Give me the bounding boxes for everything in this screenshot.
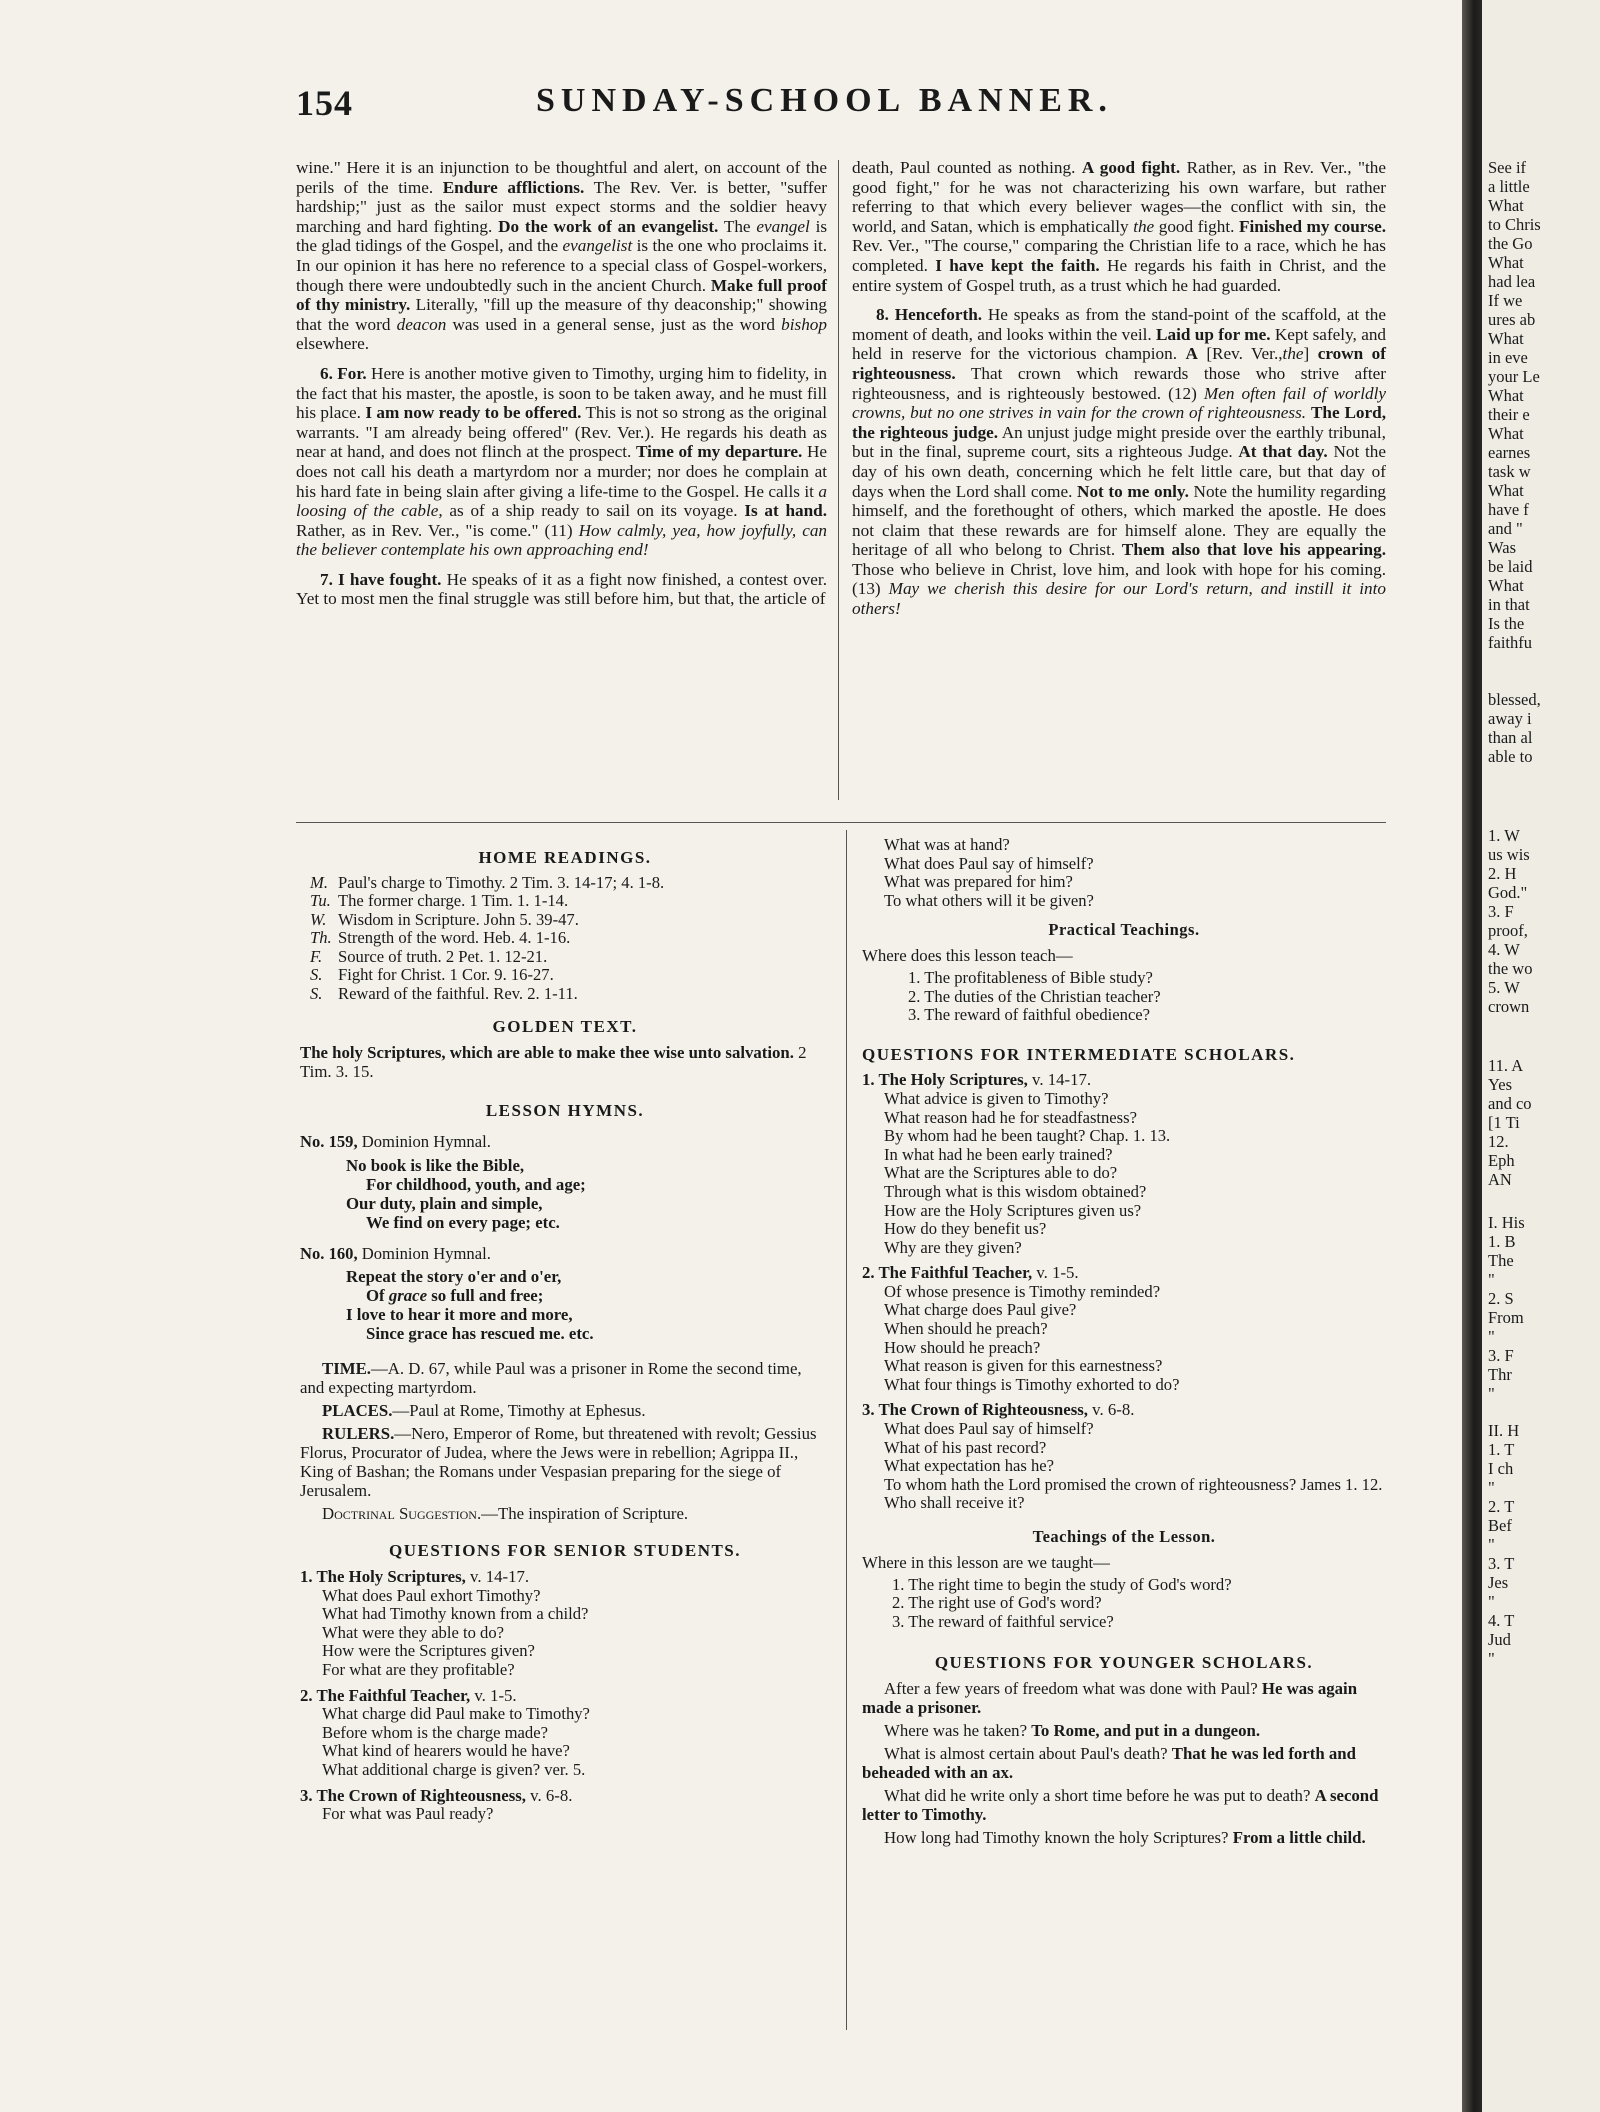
adjacent-page-fragment: Eph <box>1488 1151 1515 1170</box>
adjacent-page-fragment: have f <box>1488 500 1529 519</box>
adjacent-page-fragment: 3. F <box>1488 1346 1514 1365</box>
adjacent-page-fragment: II. H <box>1488 1421 1520 1440</box>
adjacent-page-fragment: a little <box>1488 177 1530 196</box>
question: What are the Scriptures able to do? <box>884 1163 1118 1183</box>
question: In what had he been early trained? <box>884 1144 1113 1164</box>
qa-item: Where was he taken? To Rome, and put in a dungeon. <box>884 1720 1261 1740</box>
adjacent-page-fragment: 1. B <box>1488 1232 1516 1251</box>
question: What kind of hearers would he have? <box>322 1741 570 1761</box>
qa-item: What did he write only a short time before he was put to death? A second letter to Timothy. <box>862 1785 1379 1824</box>
adjacent-page-fragment: What <box>1488 196 1524 215</box>
page-number: 154 <box>296 83 353 123</box>
adjacent-page-fragment: Yes <box>1488 1075 1513 1094</box>
practical-intro: Where does this lesson teach— <box>862 945 1073 965</box>
commentary-left-column <box>296 158 827 619</box>
question: How were the Scriptures given? <box>322 1641 535 1661</box>
question: Why are they given? <box>884 1237 1022 1257</box>
adjacent-page-fragment: 2. T <box>1488 1497 1515 1516</box>
question: To what others will it be given? <box>884 890 1094 910</box>
adjacent-page-fragment: 5. W <box>1488 978 1520 997</box>
question: What expectation has he? <box>884 1456 1055 1476</box>
adjacent-page-fragment: Jud <box>1488 1630 1511 1649</box>
question: What reason had he for steadfastness? <box>884 1107 1137 1127</box>
qa-item: After a few years of freedom what was done with Paul? He was again made a prisoner. <box>862 1678 1358 1717</box>
question: What does Paul exhort Timothy? <box>322 1585 541 1605</box>
adjacent-page-fragment: than al <box>1488 728 1533 747</box>
doctrinal-note: Doctrinal Suggestion.—The inspiration of Scripture. <box>322 1504 689 1524</box>
list-item: 1. The profitableness of Bible study? <box>908 967 1153 987</box>
adjacent-page-fragment: " <box>1488 1270 1495 1289</box>
adjacent-page-fragment: crown <box>1488 997 1530 1016</box>
teachings-heading: Teachings of the Lesson. <box>1032 1527 1216 1546</box>
adjacent-page-fragment: and " <box>1488 519 1523 538</box>
golden-text: The holy Scriptures, which are able to make thee wise unto salvation. 2 Tim. 3. 15. <box>300 1042 807 1081</box>
practical-teachings-heading: Practical Teachings. <box>1048 920 1200 940</box>
commentary-paragraph: 8. Henceforth. He speaks as from the stand-point of the scaffold, at the moment of death, and looks within the veil. Laid up for me. Kept safely, and held in reserve for the victorious champion. A [Rev. Ver.,the] crown of righteousness. That crown which rewards those who strive after righteousness, and is righteously bestowed. (12) Men often fail of worldly crowns, but no one strives in vain for the crown of righteousness. The Lord, the righteous judge. An unjust judge might preside over the earthly tribunal, but in the final, supreme court, sits a righteous Judge. At that day. Not the day of his own death, concerning which he felt little care, but that day of days when the Lord shall come. Not to me only. Note the humility regarding himself, and the forethought of others, which marked the apostle. He does not claim that these rewards are for himself alone. They are equally the heritage of all who belong to Christ. Them also that love his appearing. Those who believe in Christ, love him, and look with hope for his coming. (13) May we cherish this desire for our Lord's return, and instill it into others! <box>852 305 1387 619</box>
adjacent-page-fragment: What <box>1488 424 1524 443</box>
question-group: 1. The Holy Scriptures, v. 14-17. What advice is given to Timothy? What reason had he for steadfastness? By whom had he been taught? Chap. 1. 13. In what had he been early trained? What are the Scriptures able to do? Through what is this wisdom obtained? How are the Holy Scriptures given us? How do they benefit us? Why are they given? <box>862 1070 1386 1257</box>
adjacent-page-fragment: Was <box>1488 538 1516 557</box>
adjacent-page-fragment: What <box>1488 253 1524 272</box>
question: What charge did Paul make to Timothy? <box>322 1704 590 1724</box>
golden-text-heading: GOLDEN TEXT. <box>492 1017 638 1037</box>
adjacent-page-fragment: " <box>1488 1535 1495 1554</box>
list-item: S. Fight for Christ. 1 Cor. 9. 16-27. <box>310 965 554 985</box>
adjacent-page-edge <box>1482 0 1600 2112</box>
adjacent-page-fragment: 4. W <box>1488 940 1520 959</box>
question-group: 3. The Crown of Righteousness, v. 6-8. What does Paul say of himself? What of his past record? What expectation has he? To whom hath the Lord promised the crown of righteousness? James 1. 12. Who shall receive it? <box>862 1400 1386 1513</box>
adjacent-page-fragment: Is the <box>1488 614 1525 633</box>
adjacent-page-fragment: in that <box>1488 595 1530 614</box>
adjacent-page-fragment: proof, <box>1488 921 1528 940</box>
list-item: 3. The reward of faithful service? <box>892 1611 1114 1631</box>
question: When should he preach? <box>884 1319 1048 1339</box>
question: For what was Paul ready? <box>322 1804 494 1824</box>
adjacent-page-fragment: had lea <box>1488 272 1536 291</box>
question: By whom had he been taught? Chap. 1. 13. <box>884 1126 1171 1146</box>
younger-questions-heading: QUESTIONS FOR YOUNGER SCHOLARS. <box>934 1653 1314 1673</box>
question: What charge does Paul give? <box>884 1300 1077 1320</box>
column-divider <box>838 160 839 800</box>
commentary-paragraph: 6. For. Here is another motive given to Timothy, urging him to fidelity, in the fact that his master, the apostle, is soon to be taken away, and he must fill his place. I am now ready to be offered. This is not so strong as the original warrants. "I am already being offered" (Rev. Ver.). He regards his death as near at hand, and does not flinch at the prospect. Time of my departure. He does not call his death a martyrdom nor a murder; nor does he complain at his hard fate in being slain after giving a life-time to the Gospel. He calls it a loosing of the cable, as of a ship ready to sail on its voyage. Is at hand. Rather, as in Rev. Ver., "is come." (11) How calmly, yea, how joyfully, can the believer contemplate his own approaching end! <box>296 363 828 560</box>
adjacent-page-fragment: blessed, <box>1488 690 1541 709</box>
adjacent-page-fragment: 3. F <box>1488 902 1514 921</box>
lesson-hymns-heading: LESSON HYMNS. <box>485 1100 645 1120</box>
adjacent-page-fragment: What <box>1488 481 1524 500</box>
adjacent-page-fragment: What <box>1488 386 1524 405</box>
time-note: TIME.—A. D. 67, while Paul was a prisoner in Rome the second time, and expecting martyrdom. <box>300 1359 802 1398</box>
adjacent-page-fragment: See if <box>1488 158 1527 177</box>
adjacent-page-fragment: Bef <box>1488 1516 1512 1535</box>
adjacent-page-fragment: the Go <box>1488 234 1533 253</box>
adjacent-page-fragment: God." <box>1488 883 1528 902</box>
question: What was prepared for him? <box>884 872 1073 892</box>
list-item: 1. The right time to begin the study of God's word? <box>892 1574 1232 1594</box>
list-item: W. Wisdom in Scripture. John 5. 39-47. <box>310 909 579 929</box>
page-header <box>296 82 1396 132</box>
adjacent-page-fragment: " <box>1488 1592 1495 1611</box>
adjacent-page-fragment: I. His <box>1488 1213 1525 1232</box>
list-item: Tu. The former charge. 1 Tim. 1. 1-14. <box>310 891 569 911</box>
adjacent-page-fragment: " <box>1488 1649 1495 1668</box>
adjacent-page-fragment: away i <box>1488 709 1532 728</box>
binding-gutter <box>1462 0 1482 2112</box>
commentary-paragraph: 7. I have fought. He speaks of it as a fight now finished, a contest over. Yet to most men the final struggle was still before him, but that, the article of <box>296 569 828 609</box>
adjacent-page-fragment: Jes <box>1488 1573 1509 1592</box>
home-readings-heading: HOME READINGS. <box>478 848 652 867</box>
lesson-helps-left-column <box>300 836 830 1828</box>
adjacent-page-fragment: task w <box>1488 462 1531 481</box>
adjacent-page-text <box>1488 158 1600 1668</box>
question-group: 1. The Holy Scriptures, v. 14-17. What does Paul exhort Timothy? What had Timothy known from a child? What were they able to do? How were the Scriptures given? For what are they profitable? <box>300 1567 830 1680</box>
question: What was at hand? <box>884 835 1010 854</box>
commentary-paragraph: wine." Here it is an injunction to be thoughtful and alert, on account of the perils of the time. Endure afflictions. The Rev. Ver. is better, "suffer hardship;" just as the sailor must expect storms and the soldier heavy marching and hard fighting. Do the work of an evangelist. The evangel is the glad tidings of the Gospel, and the evangelist is the one who proclaims it. In our opinion it has here no reference to a special class of Gospel-workers, though there were undoubtedly such in the ancient Church. Make full proof of thy ministry. Literally, "fill up the measure of thy deaconship;" showing that the word deacon was used in a general sense, just as the word bishop elsewhere. <box>296 158 828 354</box>
question: Through what is this wisdom obtained? <box>884 1181 1147 1201</box>
question: How are the Holy Scriptures given us? <box>884 1200 1142 1220</box>
adjacent-page-fragment: 2. S <box>1488 1289 1514 1308</box>
qa-item: What is almost certain about Paul's death? That he was led forth and beheaded with an ax. <box>862 1743 1356 1782</box>
adjacent-page-fragment: " <box>1488 1384 1495 1403</box>
commentary-right-column <box>852 158 1386 629</box>
hymn-number: No. 160, Dominion Hymnal. <box>300 1243 491 1263</box>
adjacent-page-fragment: earnes <box>1488 443 1531 462</box>
adjacent-page-fragment: AN <box>1488 1170 1512 1189</box>
adjacent-page-fragment: the wo <box>1488 959 1533 978</box>
adjacent-page-fragment: [1 Ti <box>1488 1113 1520 1132</box>
adjacent-page-fragment: From <box>1488 1308 1524 1327</box>
list-item: F. Source of truth. 2 Pet. 1. 12-21. <box>310 946 548 966</box>
column-divider <box>846 830 847 2030</box>
list-item: M. Paul's charge to Timothy. 2 Tim. 3. 14-17; 4. 1-8. <box>310 872 665 892</box>
qa-item: How long had Timothy known the holy Scriptures? From a little child. <box>884 1827 1366 1847</box>
adjacent-page-fragment: I ch <box>1488 1459 1514 1478</box>
list-item: 2. The duties of the Christian teacher? <box>908 986 1161 1006</box>
adjacent-page-fragment: " <box>1488 1478 1495 1497</box>
hymn-verse: Repeat the story o'er and o'er, Of grace so full and free; I love to hear it more and more, Since grace has rescued me. etc. <box>346 1267 594 1344</box>
adjacent-page-fragment: to Chris <box>1488 215 1541 234</box>
adjacent-page-fragment: be laid <box>1488 557 1533 576</box>
question: What of his past record? <box>884 1437 1047 1457</box>
question: Before whom is the charge made? <box>322 1722 548 1742</box>
adjacent-page-fragment: us wis <box>1488 845 1530 864</box>
list-item: 2. The right use of God's word? <box>892 1593 1102 1613</box>
adjacent-page-fragment: The <box>1488 1251 1514 1270</box>
question-group: 2. The Faithful Teacher, v. 1-5. Of whose presence is Timothy reminded? What charge does Paul give? When should he preach? How should he preach? What reason is given for this earnestness? What four things is Timothy exhorted to do? <box>862 1263 1386 1394</box>
question-group: 2. The Faithful Teacher, v. 1-5. What charge did Paul make to Timothy? Before whom is the charge made? What kind of hearers would he have? What additional charge is given? ver. 5. <box>300 1686 830 1780</box>
question: How do they benefit us? <box>884 1219 1047 1239</box>
adjacent-page-fragment: 11. A <box>1488 1056 1524 1075</box>
question: What were they able to do? <box>322 1622 504 1642</box>
adjacent-page-fragment: 1. T <box>1488 1440 1515 1459</box>
lesson-helps-right-column <box>862 836 1386 1851</box>
question: What had Timothy known from a child? <box>322 1604 589 1624</box>
question: To whom hath the Lord promised the crown of righteousness? James 1. 12. <box>884 1474 1383 1494</box>
question: Of whose presence is Timothy reminded? <box>884 1281 1161 1301</box>
adjacent-page-fragment: " <box>1488 1327 1495 1346</box>
question: What does Paul say of himself? <box>884 1419 1094 1439</box>
adjacent-page-fragment: 12. <box>1488 1132 1509 1151</box>
adjacent-page-fragment: If we <box>1488 291 1523 310</box>
question: What advice is given to Timothy? <box>884 1088 1109 1108</box>
senior-questions-heading: QUESTIONS FOR SENIOR STUDENTS. <box>388 1541 742 1561</box>
question: What does Paul say of himself? <box>884 853 1094 873</box>
question: Who shall receive it? <box>884 1493 1025 1513</box>
question: For what are they profitable? <box>322 1660 515 1680</box>
hymn-verse: No book is like the Bible, For childhood, youth, and age; Our duty, plain and simple, We find on every page; etc. <box>346 1155 586 1232</box>
intermediate-questions-heading: QUESTIONS FOR INTERMEDIATE SCHOLARS. <box>862 1044 1296 1064</box>
section-divider <box>296 822 1386 823</box>
adjacent-page-fragment: in eve <box>1488 348 1528 367</box>
adjacent-page-fragment: their e <box>1488 405 1530 424</box>
running-title: SUNDAY-SCHOOL BANNER. <box>536 82 1113 119</box>
question: What additional charge is given? ver. 5. <box>322 1760 586 1779</box>
places-note: PLACES.—Paul at Rome, Timothy at Ephesus. <box>322 1401 646 1421</box>
adjacent-page-fragment: Thr <box>1488 1365 1512 1384</box>
adjacent-page-fragment: able to <box>1488 747 1533 766</box>
home-readings-list <box>300 874 830 1004</box>
question-group <box>862 836 1386 910</box>
adjacent-page-fragment: faithfu <box>1488 633 1532 652</box>
adjacent-page-fragment: 1. W <box>1488 826 1520 845</box>
adjacent-page-fragment: 3. T <box>1488 1554 1515 1573</box>
adjacent-page-fragment: and co <box>1488 1094 1532 1113</box>
question: How should he preach? <box>884 1337 1041 1357</box>
question-group: 3. The Crown of Righteousness, v. 6-8. For what was Paul ready? <box>300 1786 830 1824</box>
adjacent-page-fragment: ures ab <box>1488 310 1536 329</box>
rulers-note: RULERS.—Nero, Emperor of Rome, but threatened with revolt; Gessius Florus, Procurator of Judea, where the Jews were in rebellion; Agrippa II., King of Bashan; the Romans under Vespasian preparing for the siege of Jerusalem. <box>300 1424 817 1501</box>
list-item: Th. Strength of the word. Heb. 4. 1-16. <box>310 928 571 948</box>
question: What reason is given for this earnestness? <box>884 1356 1163 1376</box>
hymn-number: No. 159, Dominion Hymnal. <box>300 1132 491 1152</box>
adjacent-page-fragment: your Le <box>1488 367 1540 386</box>
question: What four things is Timothy exhorted to do? <box>884 1374 1180 1394</box>
adjacent-page-fragment: What <box>1488 329 1524 348</box>
adjacent-page-fragment: 2. H <box>1488 864 1517 883</box>
adjacent-page-fragment: 4. T <box>1488 1611 1515 1630</box>
commentary-paragraph: death, Paul counted as nothing. A good fight. Rather, as in Rev. Ver., "the good fight," for he was not characterizing his own warfare, but rather referring to that which every believer wages—the conflict with sin, the world, and Satan, which is emphatically the good fight. Finished my course. Rev. Ver., "The course," comparing the Christian life to a race, which he has completed. I have kept the faith. He regards his faith in Christ, and the entire system of Gospel truth, as a trust which he had guarded. <box>852 158 1387 295</box>
list-item: S. Reward of the faithful. Rev. 2. 1-11. <box>310 983 578 1003</box>
teachings-intro: Where in this lesson are we taught— <box>862 1552 1110 1572</box>
adjacent-page-fragment: What <box>1488 576 1524 595</box>
list-item: 3. The reward of faithful obedience? <box>908 1005 1151 1025</box>
